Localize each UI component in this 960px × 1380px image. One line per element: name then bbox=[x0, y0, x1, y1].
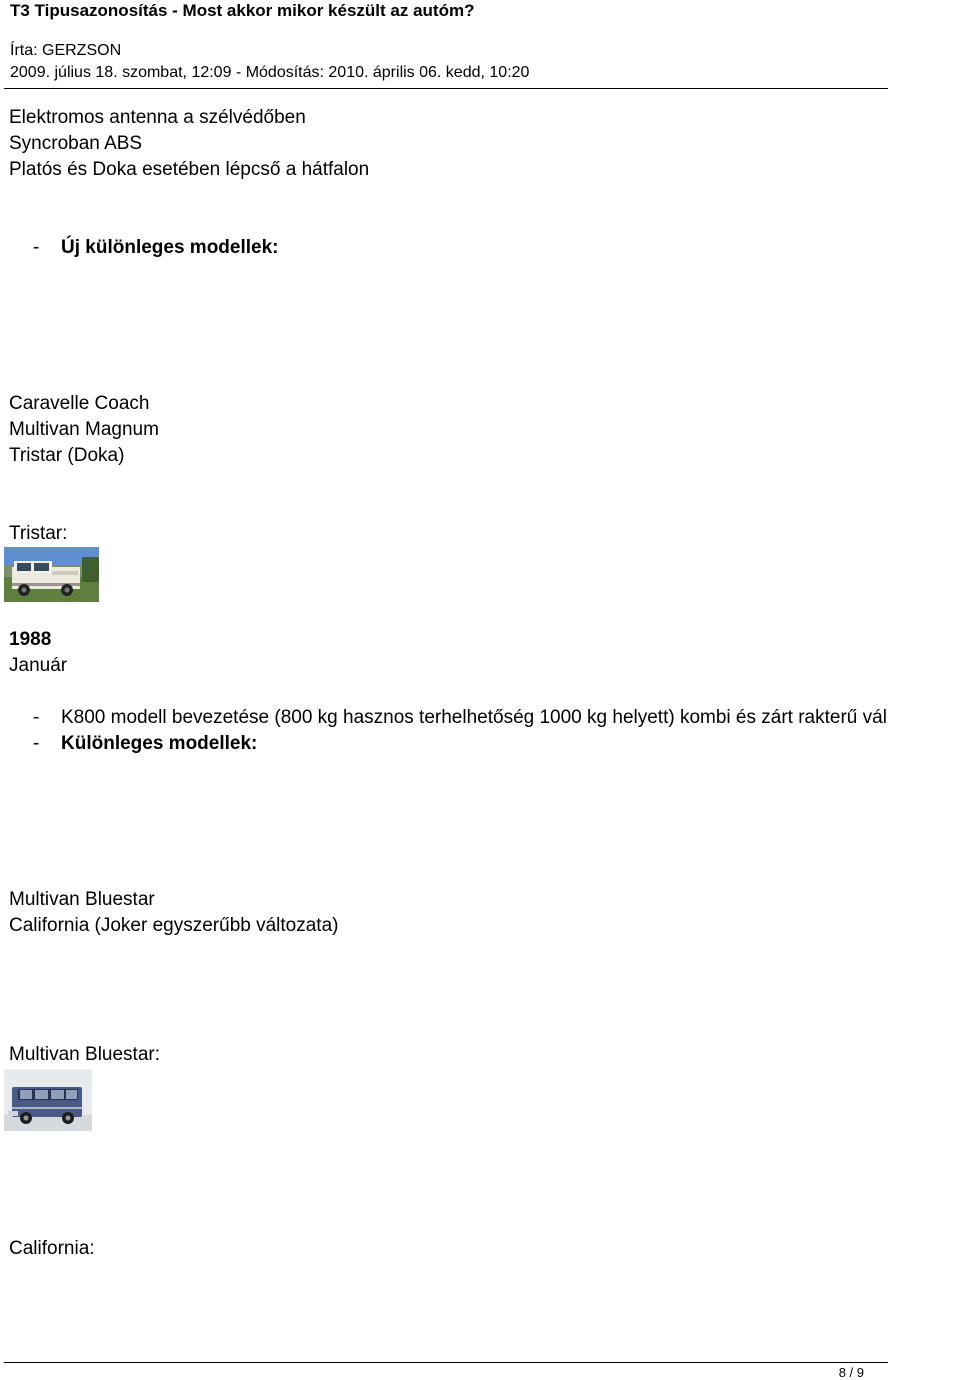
model-item: Multivan Bluestar bbox=[9, 889, 155, 910]
tristar-photo bbox=[4, 547, 99, 602]
model-item: Caravelle Coach bbox=[9, 393, 150, 414]
new-special-models-heading: Új különleges modellek: bbox=[61, 237, 279, 258]
model-item: Multivan Magnum bbox=[9, 419, 159, 440]
model-item: Tristar (Doka) bbox=[9, 445, 125, 466]
page-number: 8 / 9 bbox=[838, 1365, 864, 1380]
author-line: Írta: GERZSON bbox=[10, 42, 122, 59]
bullet-dash: - bbox=[33, 707, 40, 728]
month-heading: Január bbox=[9, 655, 68, 676]
bluestar-label: Multivan Bluestar: bbox=[9, 1044, 161, 1065]
header-rule bbox=[4, 88, 888, 89]
bluestar-photo bbox=[4, 1069, 92, 1131]
california-label: California: bbox=[9, 1238, 95, 1259]
document-title: T3 Tipusazonosítás - Most akkor mikor készült az autóm? bbox=[10, 1, 475, 20]
tristar-van-image bbox=[4, 547, 99, 602]
bullet-dash: - bbox=[33, 733, 40, 754]
equipment-item: Platós és Doka esetében lépcső a hátfalon bbox=[9, 159, 370, 180]
model-item: California (Joker egyszerűbb változata) bbox=[9, 915, 339, 936]
bluestar-van-image bbox=[4, 1069, 92, 1131]
special-models-heading: Különleges modellek: bbox=[61, 733, 258, 754]
year-heading: 1988 bbox=[9, 629, 52, 650]
bullet-dash: - bbox=[33, 237, 40, 258]
tristar-label: Tristar: bbox=[9, 523, 68, 544]
footer-rule bbox=[4, 1362, 888, 1363]
equipment-item: Elektromos antenna a szélvédőben bbox=[9, 107, 306, 128]
k800-bullet: K800 modell bevezetése (800 kg hasznos terhelhetőség 1000 kg helyett) kombi és zárt rakterű vál bbox=[61, 707, 887, 728]
equipment-item: Syncroban ABS bbox=[9, 133, 143, 154]
date-line: 2009. július 18. szombat, 12:09 - Módosítás: 2010. április 06. kedd, 10:20 bbox=[10, 64, 530, 81]
